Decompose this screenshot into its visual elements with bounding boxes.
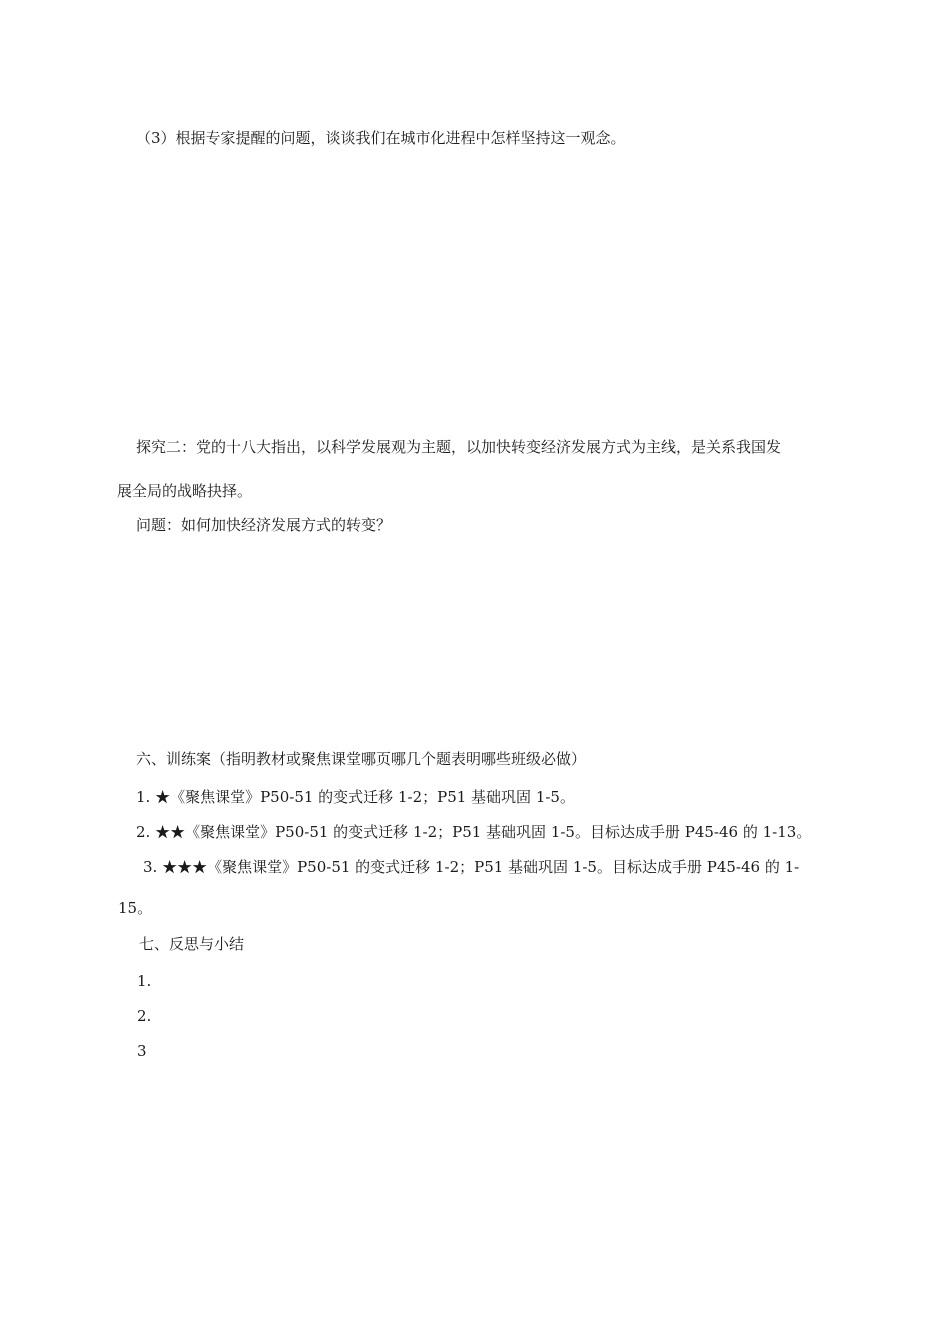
training-item-3-line-1: 3. ★★★《聚焦课堂》P50-51 的变式迁移 1-2；P51 基础巩固 1-5。目标达成手册 P45-46 的 1- (143, 858, 800, 876)
training-item-3-line-2: 15。 (118, 899, 153, 917)
training-item-2: 2. ★★《聚焦课堂》P50-51 的变式迁移 1-2；P51 基础巩固 1-5。目标达成手册 P45-46 的 1-13。 (136, 823, 812, 841)
explore-2-question: 问题：如何加快经济发展方式的转变？ (136, 516, 392, 534)
explore-2-text-line-2: 展全局的战略抉择。 (117, 482, 253, 500)
summary-item-1: 1. (137, 972, 152, 990)
question-3: （3）根据专家提醒的问题，谈谈我们在城市化进程中怎样坚持这一观念。 (136, 129, 626, 147)
summary-item-2: 2. (137, 1007, 152, 1025)
summary-item-3: 3 (137, 1042, 147, 1060)
section-7-title: 七、反思与小结 (139, 935, 245, 953)
explore-2-text-line-1: 探究二：党的十八大指出，以科学发展观为主题，以加快转变经济发展方式为主线，是关系我国发 (136, 438, 782, 456)
training-item-1: 1. ★《聚焦课堂》P50-51 的变式迁移 1-2；P51 基础巩固 1-5。 (136, 788, 575, 806)
section-6-title: 六、训练案（指明教材或聚焦课堂哪页哪几个题表明哪些班级必做） (136, 750, 587, 768)
